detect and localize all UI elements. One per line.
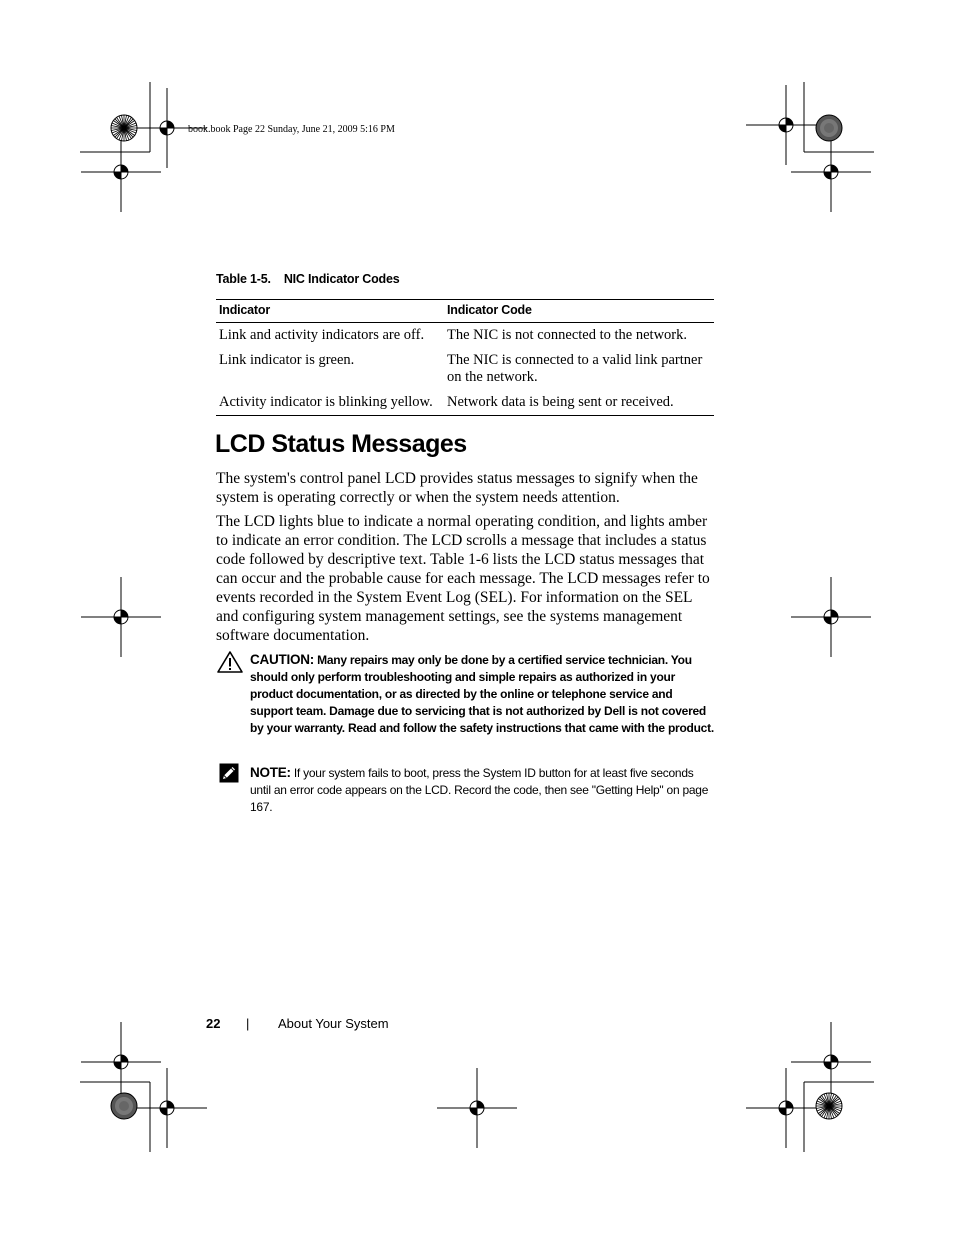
color-target-bottom-left-icon [111, 1093, 137, 1119]
table-cell: The NIC is not connected to the network. [447, 327, 687, 343]
caution-text: Many repairs may only be done by a certified service technician. You should only perform troubleshooting and simple repairs as authorized in your product documentation, or as directed by the online or telephone service and support team. Damage due to servicing that is not authorized by Dell is not covered by your warranty. Read and follow the safety instructions that came with the product. [250, 653, 714, 735]
note-text: If your system fails to boot, press the System ID button for at least five seconds until an error code appears on the LCD. Record the code, then see "Getting Help" on page 167. [250, 766, 709, 814]
table-cell: Link indicator is green. [219, 352, 355, 368]
column-header-indicator-code: Indicator Code [444, 300, 714, 323]
print-slug: book.book Page 22 Sunday, June 21, 2009 5:16 PM [188, 124, 395, 135]
footer-section-title: About Your System [278, 1016, 389, 1031]
table-row [216, 323, 714, 349]
registration-mark-left-mid-icon [81, 577, 161, 657]
table-cell: The NIC is connected to a valid link partner on the network. [447, 352, 703, 385]
section-heading: LCD Status Messages [215, 430, 467, 458]
registration-mark-bottom-left-icon [127, 1068, 207, 1148]
registration-mark-top-right-icon [746, 85, 826, 165]
color-target-top-right-icon [816, 115, 842, 141]
registration-mark-right-top-icon [791, 132, 871, 212]
caution-label: CAUTION: [250, 652, 314, 667]
warning-triangle-icon [216, 650, 244, 674]
body-paragraph: The LCD lights blue to indicate a normal operating condition, and lights amber to indicate an error condition. The LCD scrolls a message that includes a status code followed by descriptive text. Table 1-6 lists the LCD status messages that can occur and the probable cause for each message. The LCD messages refer to events recorded in the System Event Log (SEL). For information on the SEL and configuring system management settings, see the systems management software documentation. [216, 513, 710, 644]
table-cell: Activity indicator is blinking yellow. [216, 390, 444, 416]
table-caption: Table 1-5. NIC Indicator Codes [216, 272, 400, 286]
registration-mark-left-top-icon [81, 132, 161, 212]
registration-mark-right-mid-icon [791, 577, 871, 657]
registration-mark-bottom-right-icon [746, 1068, 826, 1148]
caution-notice [250, 651, 716, 737]
table-header-row [216, 300, 714, 323]
table-cell: Link and activity indicators are off. [219, 327, 425, 343]
registration-mark-bottom-center-icon [437, 1068, 517, 1148]
nic-indicator-table [216, 299, 714, 416]
column-header-indicator: Indicator [216, 300, 444, 323]
footer-separator: | [246, 1016, 250, 1031]
registration-mark-left-bottom-icon [81, 1022, 161, 1102]
registration-mark-right-bottom-icon [791, 1022, 871, 1102]
table-cell: Network data is being sent or received. [444, 390, 714, 416]
page-number: 22 [206, 1016, 221, 1031]
note-pencil-icon [219, 763, 239, 783]
table-row [216, 348, 714, 390]
starburst-target-bottom-right-icon [816, 1093, 842, 1119]
starburst-target-top-left-icon [111, 115, 137, 141]
note-label: NOTE: [250, 765, 291, 780]
table-row [216, 390, 714, 416]
note-notice [250, 764, 716, 816]
body-paragraph: The system's control panel LCD provides status messages to signify when the system is operating correctly or when the system needs attention. [216, 470, 698, 506]
